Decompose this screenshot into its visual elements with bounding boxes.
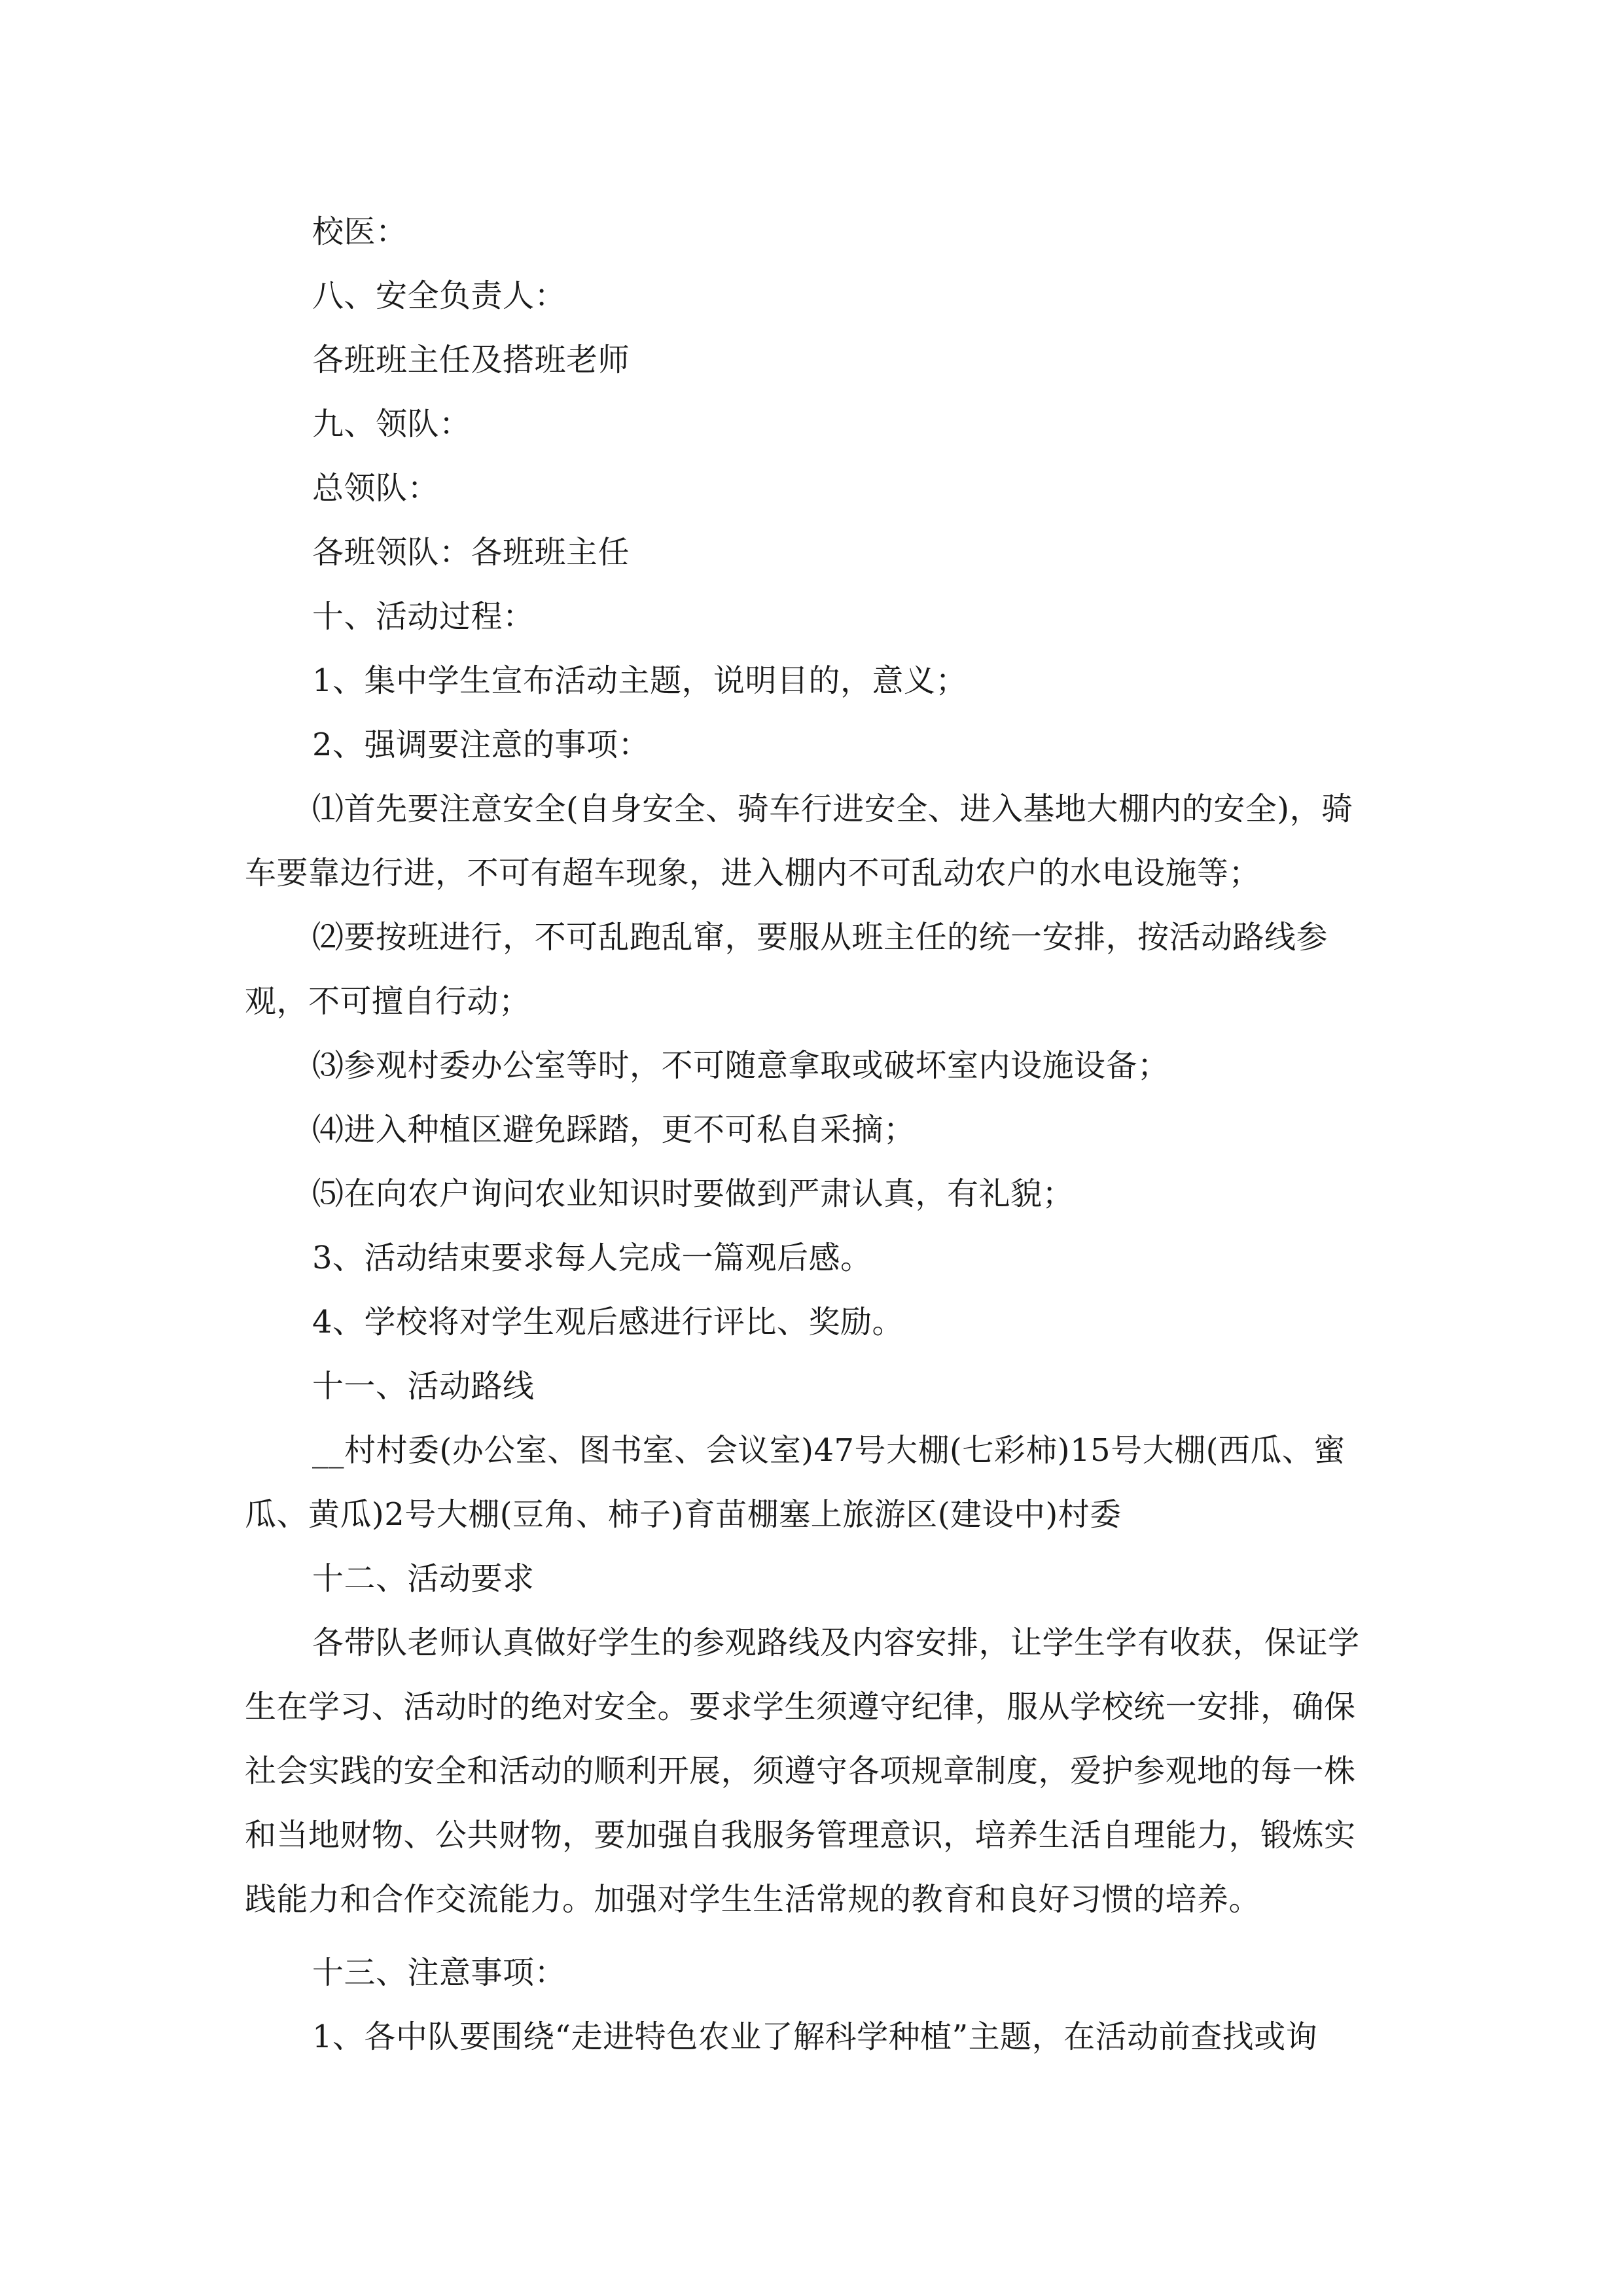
- paragraph-route-detail: __村村委(办公室、图书室、会议室)47号大棚(七彩柿)15号大棚(西瓜、蜜瓜、黄瓜)2号大棚(豆角、柿子)育苗棚塞上旅游区(建设中)村委: [245, 1432, 1346, 1533]
- sub-item-planting-area: ⑷进入种植区避免踩踏，更不可私自采摘；: [312, 1111, 916, 1148]
- paragraph-class-leaders: 各班领队：各班班主任: [312, 534, 630, 571]
- list-item-evaluation: 4、学校将对学生观后感进行评比、奖励。: [312, 1304, 904, 1340]
- sub-item-office-visit: ⑶参观村委办公室等时，不可随意拿取或破坏室内设施设备；: [312, 1047, 1169, 1084]
- heading-activity-requirements: 十二、活动要求: [312, 1560, 535, 1597]
- heading-notes: 十三、注意事项：: [312, 1954, 567, 1991]
- sub-item-follow-class: ⑵要按班进行，不可乱跑乱窜，要服从班主任的统一安排，按活动路线参观，不可擅自行动；: [245, 919, 1329, 1020]
- sub-item-safety-first: ⑴首先要注意安全(自身安全、骑车行进安全、进入基地大棚内的安全)，骑车要靠边行进，不可有超车现象，进入棚内不可乱动农户的水电设施等；: [245, 791, 1353, 891]
- paragraph-class-teachers: 各班班主任及搭班老师: [312, 342, 630, 378]
- document-body: [245, 200, 1380, 2069]
- paragraph-school-doctor: 校医：: [312, 213, 408, 250]
- heading-activity-route: 十一、活动路线: [312, 1368, 535, 1405]
- heading-team-leaders: 九、领队：: [312, 406, 471, 442]
- list-item-gather-students: 1、集中学生宣布活动主题，说明目的，意义；: [312, 662, 968, 699]
- list-item-precautions: 2、强调要注意的事项：: [312, 726, 651, 763]
- paragraph-requirements-detail: 各带队老师认真做好学生的参观路线及内容安排，让学生学有收获，保证学生在学习、活动时的绝对安全。要求学生须遵守纪律，服从学校统一安排，确保社会实践的安全和活动的顺利开展，须遵守各项规章制度，爱护参观地的每一株和当地财物、公共财物，要加强自我服务管理意识，培养生活自理能力，锻炼实践能力和合作交流能力。加强对学生生活常规的教育和良好习惯的培养。: [245, 1624, 1360, 1918]
- sub-item-polite-inquiry: ⑸在向农户询问农业知识时要做到严肃认真，有礼貌；: [312, 1175, 1075, 1212]
- heading-activity-process: 十、活动过程：: [312, 598, 535, 635]
- paragraph-chief-leader: 总领队：: [312, 470, 440, 507]
- list-item-theme-research: 1、各中队要围绕“走进特色农业了解科学种植”主题，在活动前查找或询: [312, 2018, 1318, 2055]
- heading-safety-officer: 八、安全负责人：: [312, 278, 567, 314]
- list-item-reflection: 3、活动结束要求每人完成一篇观后感。: [312, 1240, 872, 1276]
